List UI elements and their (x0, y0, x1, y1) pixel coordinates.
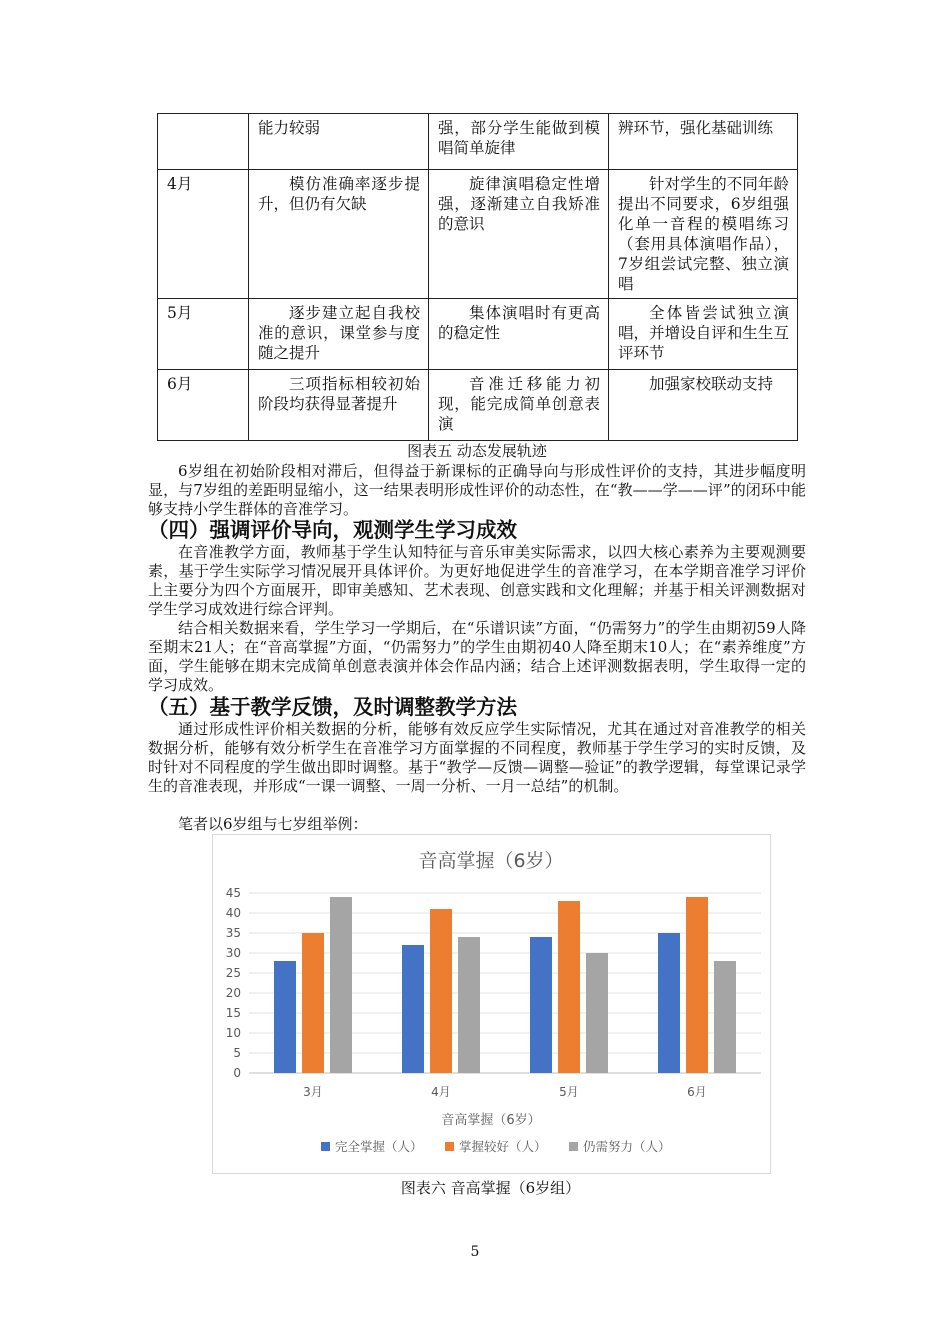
trend-cell: 音准迁移能力初现，能完成简单创意表演 (429, 370, 609, 441)
bar-chart (212, 834, 771, 1174)
legend-label: 仍需努力（人） (583, 1139, 671, 1154)
paragraph: 在音准教学方面，教师基于学生认知特征与音乐审美实际需求，以四大核心素养为主要观测要素，基于学生实际学习情况展开具体评价。为更好地促进学生的音准学习，在本学期音准学习评价上主要分为四个方面展开，即审美感知、艺术表现、创意实践和文化理解；并基于相关评测数据对学生学习成效进行综合评判。 (148, 543, 806, 618)
strategy-cell: 全体皆尝试独立演唱，并增设自评和生生互评环节 (609, 299, 798, 370)
y-tick-label: 5 (233, 1046, 241, 1060)
trend-cell: 逐步建立起自我校准的意识，课堂参与度随之提升 (249, 299, 429, 370)
section-heading: （四）强调评价导向，观测学生学习成效 (148, 518, 517, 542)
trend-cell: 能力较弱 (249, 114, 429, 170)
bar (658, 933, 680, 1073)
legend-label: 完全掌握（人） (335, 1139, 423, 1154)
y-tick-label: 40 (225, 906, 241, 920)
section-heading: （五）基于教学反馈，及时调整教学方法 (148, 695, 517, 719)
chart-canvas (213, 835, 770, 1173)
trend-cell: 模仿准确率逐步提升，但仍有欠缺 (249, 170, 429, 299)
chart-title: 音高掌握（6岁） (418, 850, 564, 872)
bar (530, 937, 552, 1073)
table-row (158, 299, 798, 370)
x-tick-label: 5月 (559, 1085, 579, 1099)
bar (586, 953, 608, 1073)
bar (330, 897, 352, 1073)
x-tick-label: 4月 (431, 1085, 451, 1099)
development-table (157, 113, 798, 441)
legend-swatch (569, 1142, 578, 1151)
bar (458, 937, 480, 1073)
x-axis-title: 音高掌握（6岁） (441, 1113, 541, 1128)
y-tick-label: 0 (233, 1066, 241, 1080)
month-cell: 6月 (158, 370, 249, 441)
table-row (158, 114, 798, 170)
bar (714, 961, 736, 1073)
y-tick-label: 10 (225, 1026, 241, 1040)
bar (430, 909, 452, 1073)
table-row (158, 170, 798, 299)
y-tick-label: 30 (225, 946, 241, 960)
paragraph: 通过形成性评价相关数据的分析，能够有效反应学生实际情况，尤其在通过对音准教学的相关数据分析，能够有效分析学生在音准学习方面掌握的不同程度，教师基于学生学习的实时反馈，及时针对不同程度的学生做出即时调整。基于“教学—反馈—调整—验证”的教学逻辑，每堂课记录学生的音准表现，并形成“一课一调整、一周一分析、一月一总结”的机制。 (148, 720, 806, 795)
y-tick-label: 25 (225, 966, 241, 980)
page-number: 5 (470, 1244, 480, 1260)
trend-cell: 强，部分学生能做到模唱简单旋律 (429, 114, 609, 170)
legend-label: 掌握较好（人） (459, 1139, 547, 1154)
trend-cell: 三项指标相较初始阶段均获得显著提升 (249, 370, 429, 441)
strategy-cell: 辨环节，强化基础训练 (609, 114, 798, 170)
y-tick-label: 35 (225, 926, 241, 940)
bar (274, 961, 296, 1073)
paragraph: 6岁组在初始阶段相对滞后，但得益于新课标的正确导向与形成性评价的支持，其进步幅度明显，与7岁组的差距明显缩小，这一结果表明形成性评价的动态性，在“教——学——评”的闭环中能够支持小学生群体的音准学习。 (148, 462, 806, 518)
paragraph: 笔者以6岁组与七岁组举例： (178, 815, 368, 833)
chart-caption: 图表六 音高掌握（6岁组） (400, 1179, 581, 1197)
paragraph: 结合相关数据来看，学生学习一学期后，在“乐谱识读”方面，“仍需努力”的学生由期初59人降至期末21人；在“音高掌握”方面，“仍需努力”的学生由期初40人降至期末10人；在“素养维度”方面，学生能够在期末完成简单创意表演并体会作品内涵；结合上述评测数据表明，学生取得一定的学习成效。 (148, 619, 806, 694)
bar (686, 897, 708, 1073)
trend-cell: 集体演唱时有更高的稳定性 (429, 299, 609, 370)
x-tick-label: 3月 (303, 1085, 323, 1099)
y-tick-label: 15 (225, 1006, 241, 1020)
x-tick-label: 6月 (687, 1085, 707, 1099)
y-tick-label: 20 (225, 986, 241, 1000)
strategy-cell: 加强家校联动支持 (609, 370, 798, 441)
trend-cell: 旋律演唱稳定性增强，逐渐建立自我矫准的意识 (429, 170, 609, 299)
legend-swatch (445, 1142, 454, 1151)
bar (302, 933, 324, 1073)
y-tick-label: 45 (225, 886, 241, 900)
table-row (158, 370, 798, 441)
bar (558, 901, 580, 1073)
month-cell: 5月 (158, 299, 249, 370)
legend-swatch (321, 1142, 330, 1151)
bar (402, 945, 424, 1073)
strategy-cell: 针对学生的不同年龄提出不同要求，6岁组强化单一音程的模唱练习（套用具体演唱作品），7岁组尝试完整、独立演唱 (609, 170, 798, 299)
month-cell (158, 114, 249, 170)
table-caption: 图表五 动态发展轨迹 (407, 442, 547, 460)
month-cell: 4月 (158, 170, 249, 299)
